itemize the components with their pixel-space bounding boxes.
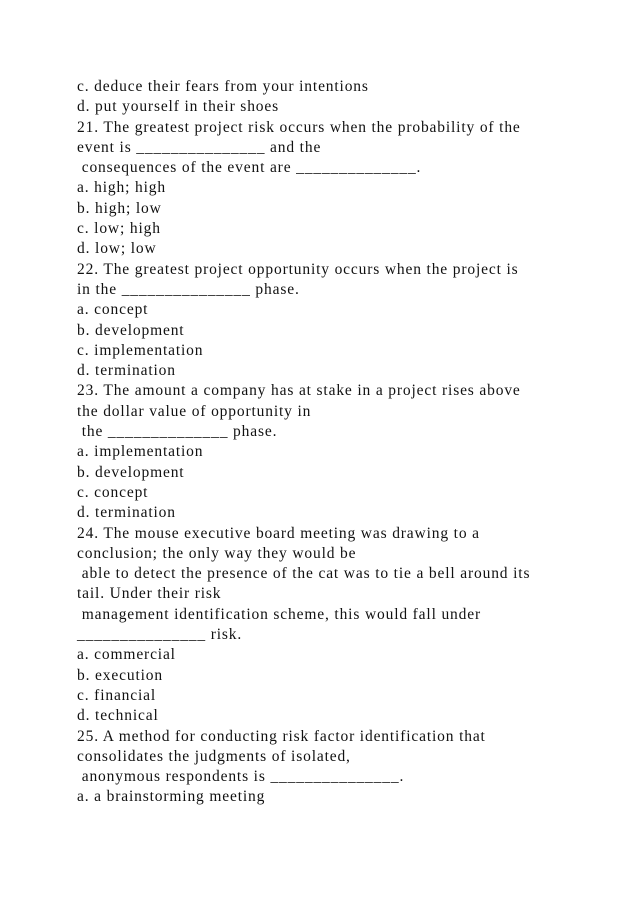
answer-option: d. low; low bbox=[77, 240, 157, 258]
answer-option: c. implementation bbox=[77, 341, 204, 359]
text-line: _______________ risk. bbox=[77, 626, 243, 644]
question-23-line: 23. The amount a company has at stake in a project rises above bbox=[77, 382, 521, 400]
answer-option: b. execution bbox=[77, 666, 163, 684]
answer-option: d. termination bbox=[77, 362, 176, 380]
answer-option: c. low; high bbox=[77, 220, 161, 238]
text-line: in the _______________ phase. bbox=[77, 280, 300, 298]
answer-option: c. financial bbox=[77, 686, 157, 704]
answer-option: a. concept bbox=[77, 301, 149, 319]
text-line: consequences of the event are ______________. bbox=[77, 159, 422, 177]
question-21-line: 21. The greatest project risk occurs when the probability of the bbox=[77, 118, 521, 136]
document-text bbox=[77, 77, 577, 808]
text-line: consolidates the judgments of isolated, bbox=[77, 747, 351, 765]
answer-option: d. technical bbox=[77, 707, 159, 725]
answer-option: b. development bbox=[77, 463, 185, 481]
text-line: c. deduce their fears from your intentions bbox=[77, 78, 369, 95]
answer-option: a. commercial bbox=[77, 646, 176, 664]
text-line: able to detect the presence of the cat was to tie a bell around its bbox=[77, 565, 531, 583]
text-line: anonymous respondents is _______________. bbox=[77, 768, 405, 786]
text-line: d. put yourself in their shoes bbox=[77, 98, 280, 116]
text-line: the ______________ phase. bbox=[77, 423, 278, 441]
question-22-line: 22. The greatest project opportunity occurs when the project is bbox=[77, 260, 519, 278]
text-line: conclusion; the only way they would be bbox=[77, 544, 357, 562]
question-24-line: 24. The mouse executive board meeting was drawing to a bbox=[77, 524, 480, 542]
text-line: management identification scheme, this would fall under bbox=[77, 605, 481, 623]
answer-option: a. a brainstorming meeting bbox=[77, 788, 266, 806]
text-line: event is _______________ and the bbox=[77, 138, 322, 156]
answer-option: a. high; high bbox=[77, 179, 166, 197]
answer-option: a. implementation bbox=[77, 443, 204, 461]
question-25-line: 25. A method for conducting risk factor identification that bbox=[77, 727, 486, 745]
text-line: the dollar value of opportunity in bbox=[77, 402, 312, 420]
answer-option: b. development bbox=[77, 321, 185, 339]
text-line: tail. Under their risk bbox=[77, 585, 222, 603]
answer-option: c. concept bbox=[77, 483, 149, 501]
answer-option: b. high; low bbox=[77, 199, 162, 217]
answer-option: d. termination bbox=[77, 504, 176, 522]
